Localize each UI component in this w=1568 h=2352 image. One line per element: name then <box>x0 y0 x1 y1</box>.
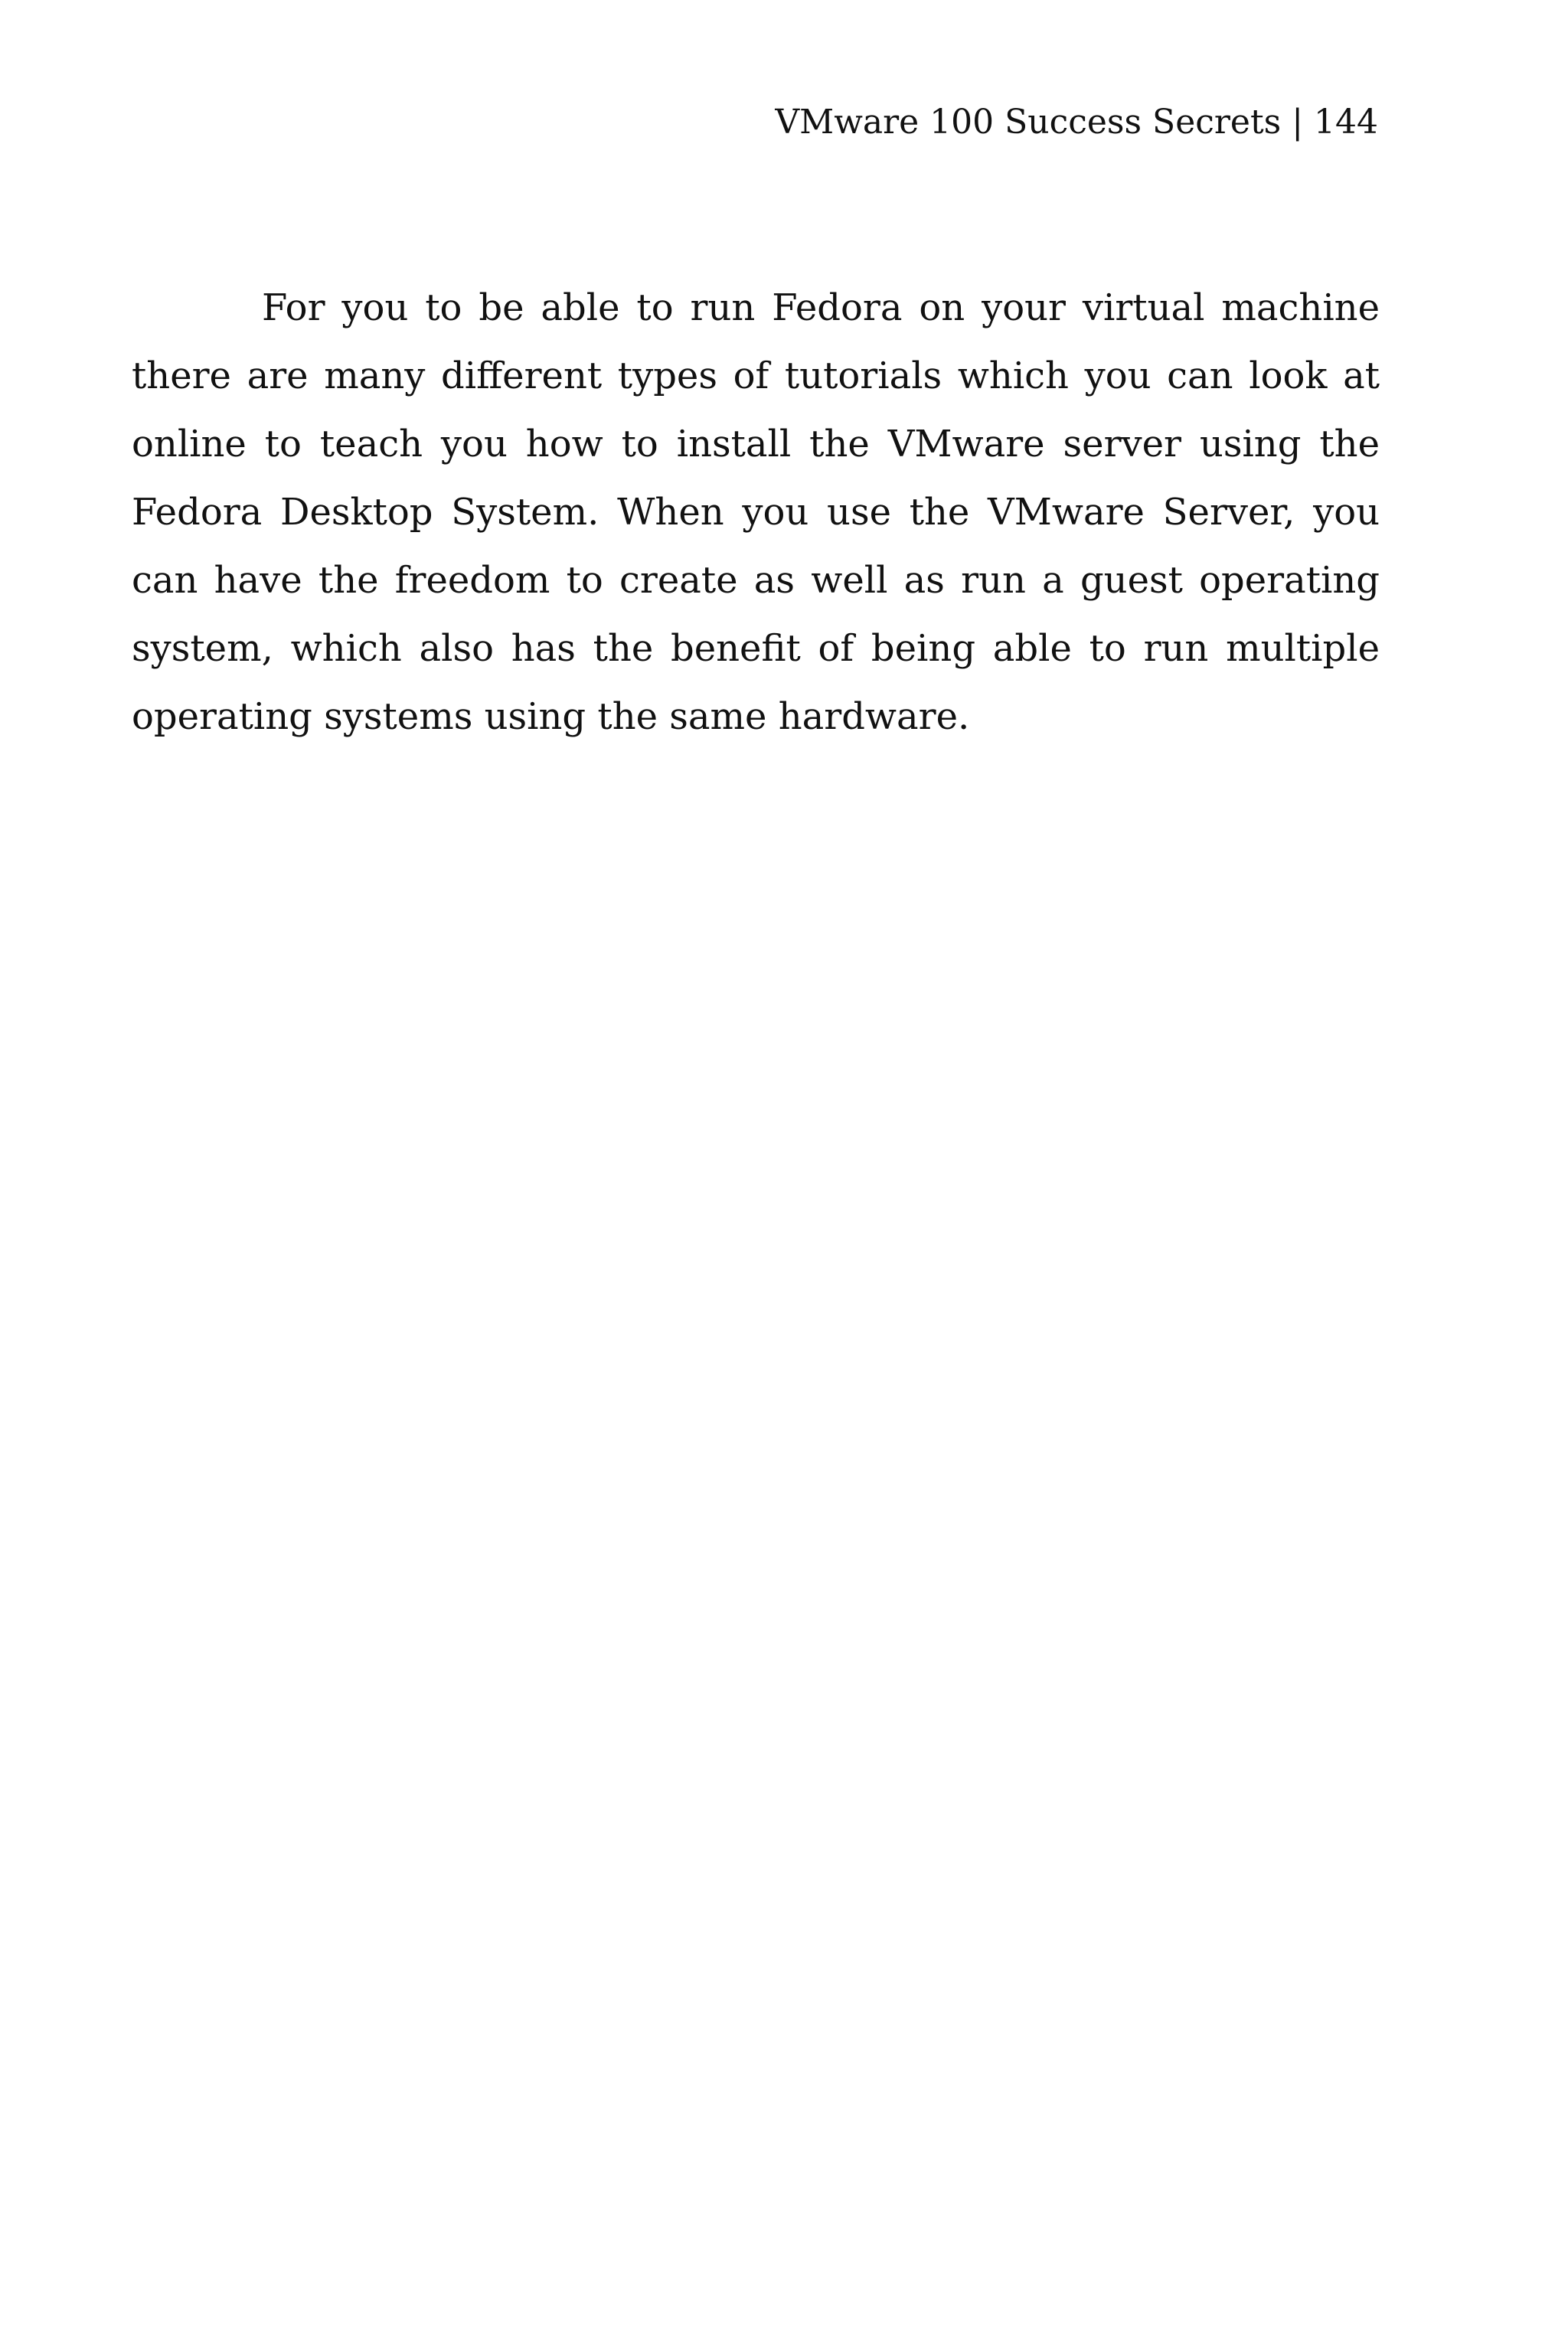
body-paragraph-text: For you to be able to run Fedora on your virtual machine there are many different types of tutorials which you can look at online to teach you how to install the VMware server using the Fedora Desktop System. When you use the VMware Server, you can have the freedom to create as well as run a guest operating system, which also has the benefit of being able to run multiple operating systems using the same hardware. <box>132 286 1380 738</box>
body-paragraph <box>132 274 1380 751</box>
running-header: VMware 100 Success Secrets | 144 <box>775 103 1378 142</box>
